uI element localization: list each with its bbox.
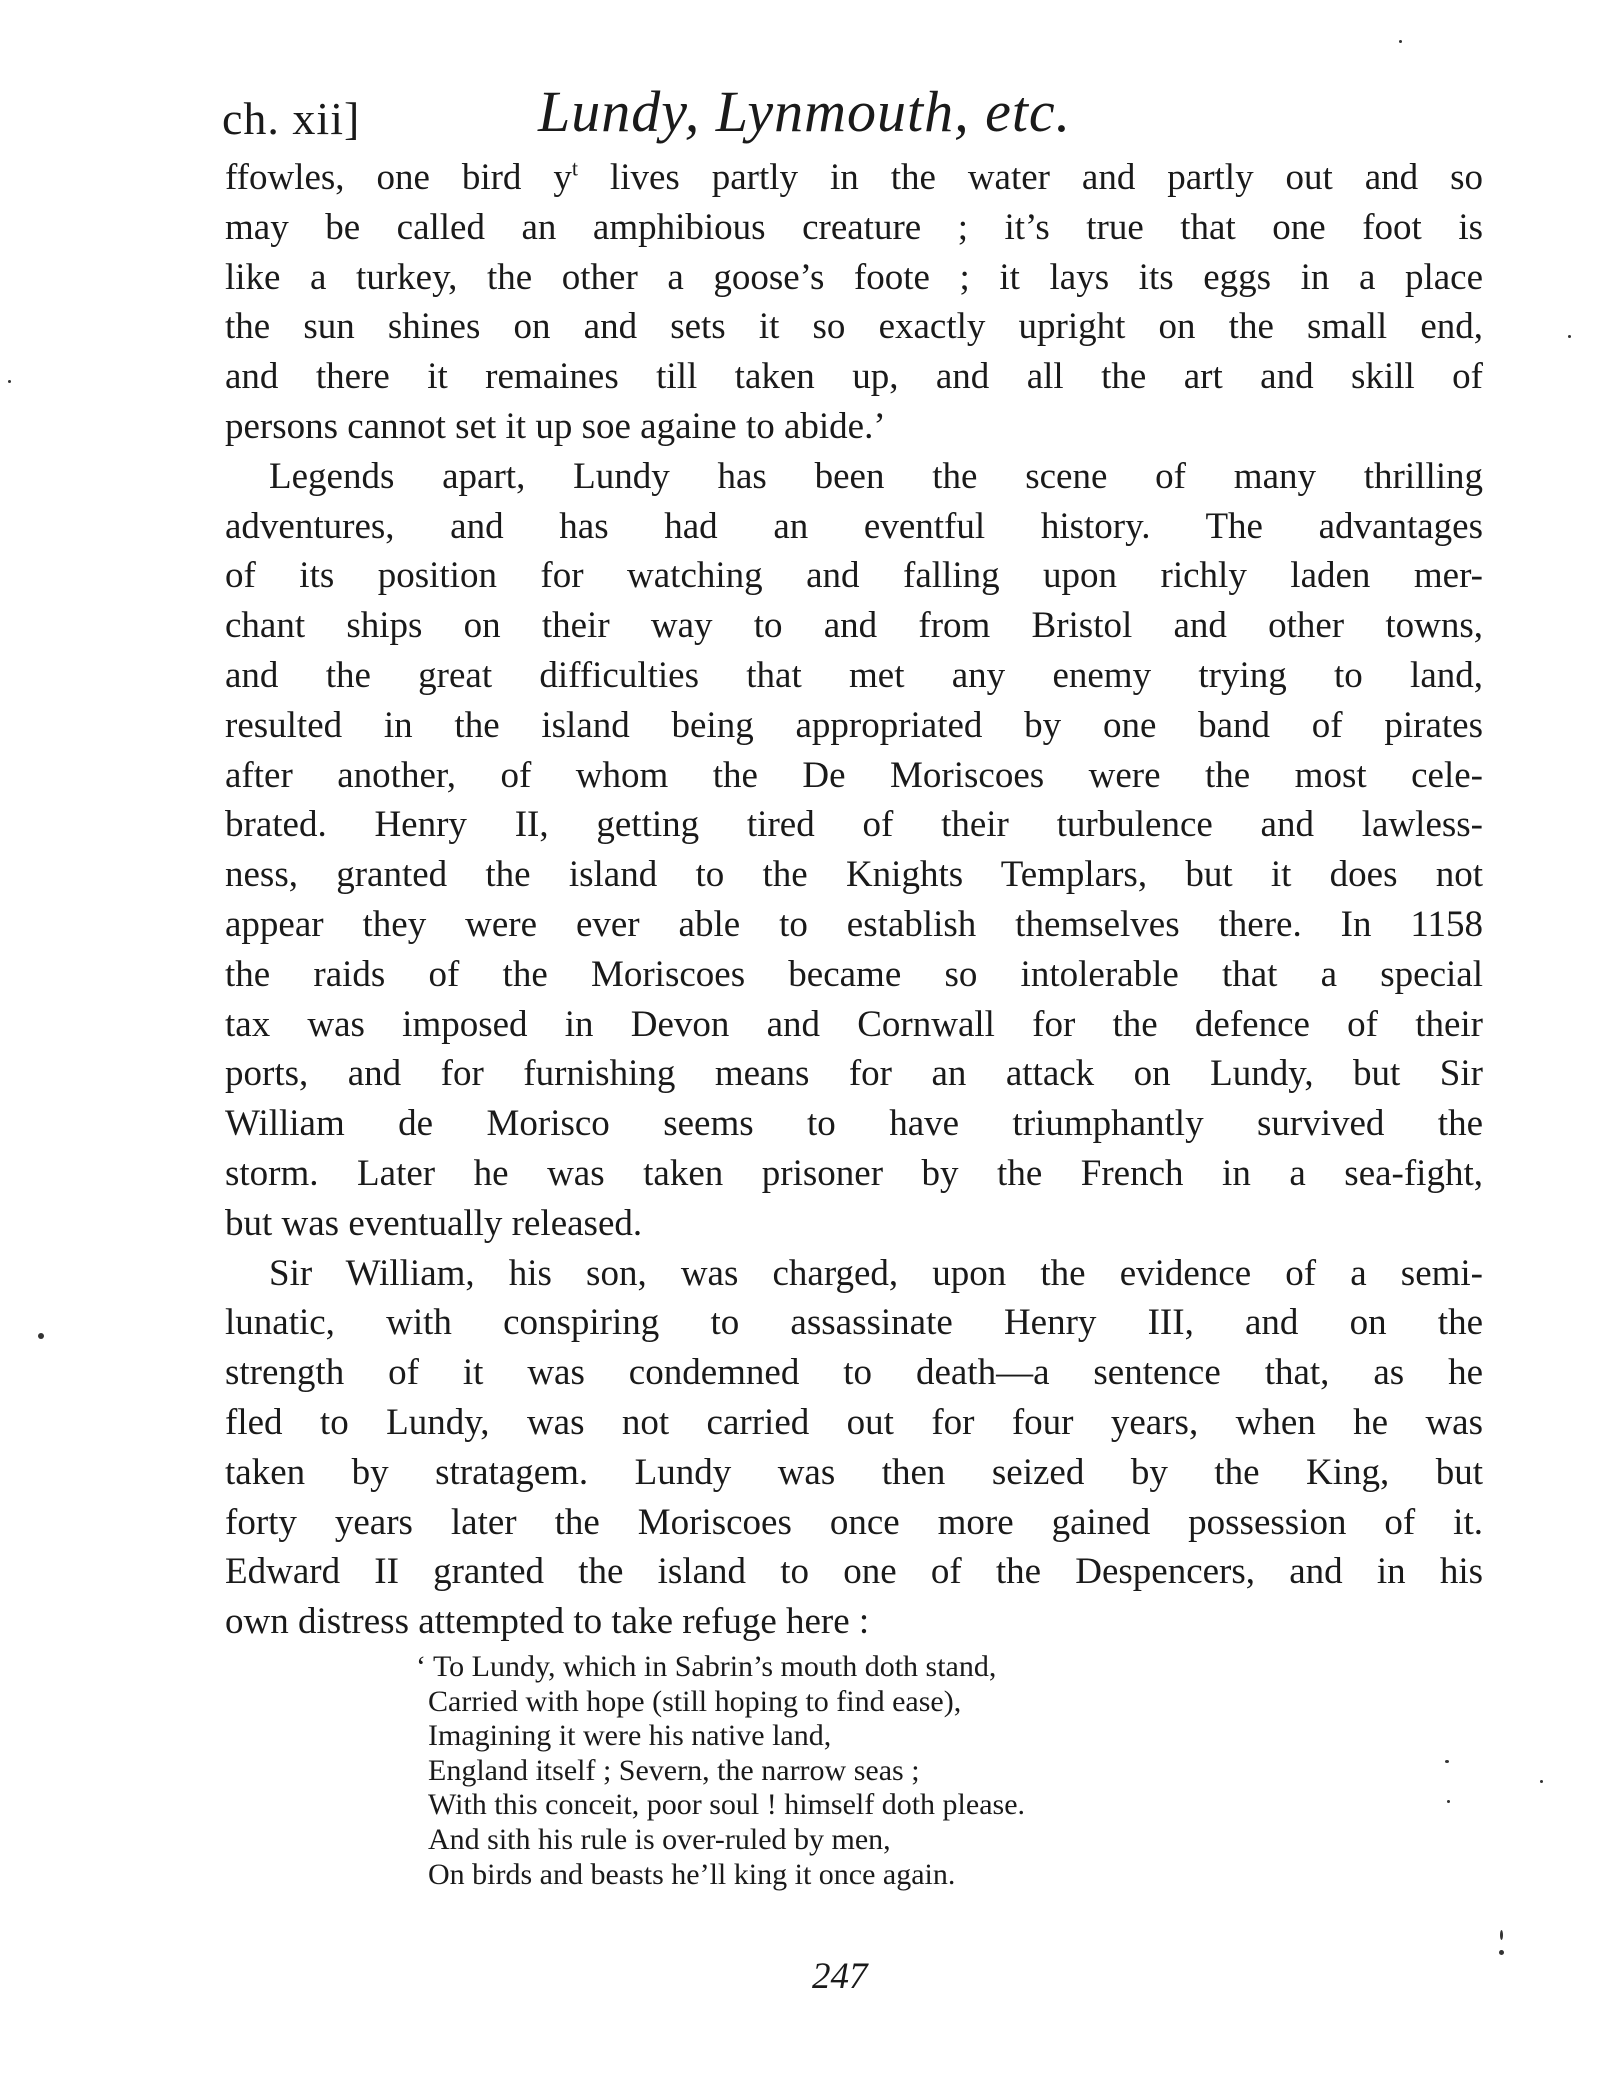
verse-line: With this conceit, poor soul ! himself doth please. bbox=[428, 1788, 1026, 1822]
text-line: lunatic, with conspiring to assassinate Henry III, and on the bbox=[225, 1302, 1483, 1344]
text-line: of its position for watching and falling upon richly laden mer- bbox=[225, 555, 1483, 597]
text-line: forty years later the Moriscoes once more gained possession of it. bbox=[225, 1501, 1483, 1543]
text-line: adventures, and has had an eventful history. The advantages bbox=[225, 505, 1483, 547]
paragraph-start-line: Sir William, his son, was charged, upon the evidence of a semi- bbox=[269, 1252, 1483, 1294]
verse-line: England itself ; Severn, the narrow seas ; bbox=[428, 1753, 920, 1787]
running-header bbox=[222, 78, 1482, 158]
text-line: storm. Later he was taken prisoner by the French in a sea-fight, bbox=[225, 1152, 1483, 1194]
text-line: and the great difficulties that met any enemy trying to land, bbox=[225, 654, 1483, 696]
text-line: but was eventually released. bbox=[225, 1202, 643, 1244]
scan-speck bbox=[1399, 40, 1402, 43]
text-line: own distress attempted to take refuge here : bbox=[225, 1601, 870, 1643]
text-line: brated. Henry II, getting tired of their turbulence and lawless- bbox=[225, 804, 1483, 846]
text-line: the raids of the Moriscoes became so intolerable that a special bbox=[225, 953, 1483, 995]
text-line: taken by stratagem. Lundy was then seized by the King, but bbox=[225, 1451, 1483, 1493]
verse-line: And sith his rule is over-ruled by men, bbox=[428, 1822, 891, 1856]
verse-line: Imagining it were his native land, bbox=[428, 1719, 832, 1753]
paragraph-start-line: Legends apart, Lundy has been the scene of many thrilling bbox=[269, 455, 1483, 497]
page-number: 247 bbox=[812, 1956, 868, 1997]
scan-speck bbox=[1447, 1800, 1450, 1803]
text-line: and there it remaines till taken up, and all the art and skill of bbox=[225, 356, 1483, 398]
text-line: ffowles, one bird $y^t$ lives partly in the water and partly out and so bbox=[225, 155, 1483, 198]
text-line: like a turkey, the other a goose’s foote ; it lays its eggs in a place bbox=[225, 256, 1483, 298]
scan-speck bbox=[1540, 1780, 1543, 1783]
verse-line: Carried with hope (still hoping to find ease), bbox=[428, 1684, 962, 1718]
text-line: William de Morisco seems to have triumphantly survived the bbox=[225, 1103, 1483, 1145]
scan-speck bbox=[8, 380, 11, 383]
verse-line: On birds and beasts he’ll king it once again. bbox=[428, 1857, 956, 1891]
body-text bbox=[225, 153, 1483, 1647]
text-line: ness, granted the island to the Knights Templars, but it does not bbox=[225, 854, 1483, 896]
text-line: persons cannot set it up soe againe to abide.’ bbox=[225, 405, 886, 447]
text-line: the sun shines on and sets it so exactly upright on the small end, bbox=[225, 306, 1483, 348]
text-line: fled to Lundy, was not carried out for four years, when he was bbox=[225, 1401, 1483, 1443]
text-line: tax was imposed in Devon and Cornwall for the defence of their bbox=[225, 1003, 1483, 1045]
scan-speck bbox=[38, 1333, 44, 1339]
text-line: resulted in the island being appropriated by one band of pirates bbox=[225, 704, 1483, 746]
verse-quotation bbox=[416, 1650, 1248, 1892]
text-line: Edward II granted the island to one of the Despencers, and in his bbox=[225, 1551, 1483, 1593]
verse-line: ‘ To Lundy, which in Sabrin’s mouth doth stand, bbox=[416, 1650, 997, 1683]
text-line: strength of it was condemned to death—a sentence that, as he bbox=[225, 1352, 1483, 1394]
text-line: may be called an amphibious creature ; it’s true that one foot is bbox=[225, 206, 1483, 248]
text-line: after another, of whom the De Moriscoes were the most cele- bbox=[225, 754, 1483, 796]
chapter-label: ch. xii] bbox=[222, 93, 361, 144]
text-line: ports, and for furnishing means for an attack on Lundy, but Sir bbox=[225, 1053, 1483, 1095]
scan-speck bbox=[1499, 1950, 1504, 1955]
scan-speck bbox=[1568, 335, 1571, 338]
text-line: appear they were ever able to establish themselves there. In 1158 bbox=[225, 903, 1483, 945]
scan-speck bbox=[1500, 1930, 1503, 1940]
text-line: chant ships on their way to and from Bristol and other towns, bbox=[225, 605, 1483, 647]
scan-speck bbox=[1445, 1760, 1449, 1763]
running-title: Lundy, Lynmouth, etc. bbox=[538, 79, 1072, 144]
